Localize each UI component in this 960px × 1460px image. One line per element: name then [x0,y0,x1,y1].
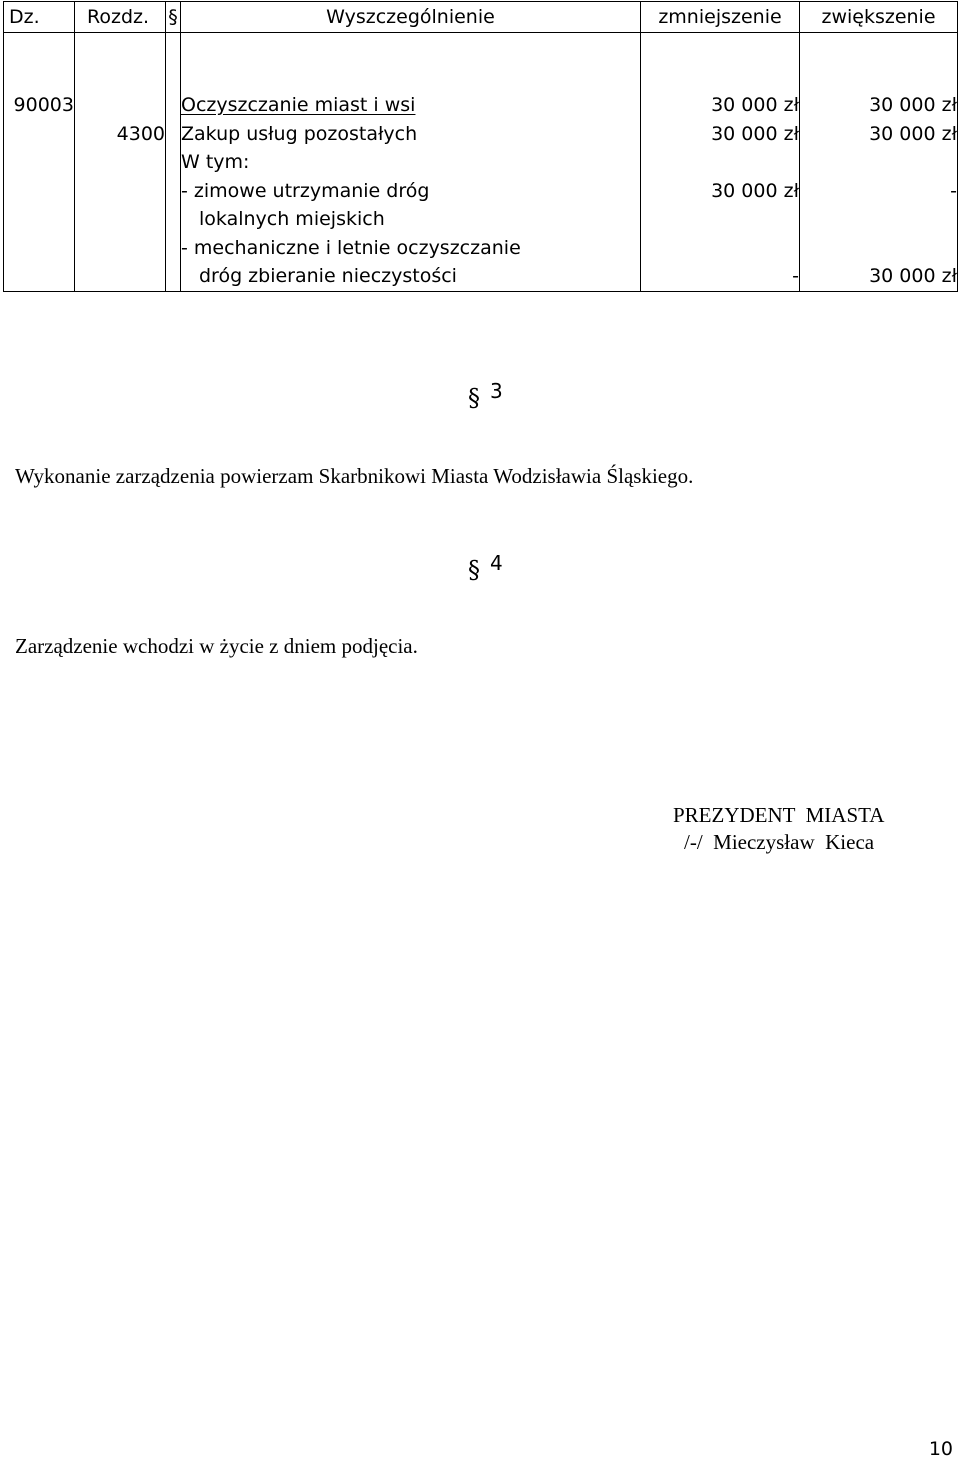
increase-value: 30 000 zł [869,94,957,116]
increase-value: 30 000 zł [869,265,957,287]
desc-line: Zakup usług pozostałych [181,122,418,145]
decrease-value: - [792,265,799,287]
header-rozdz: Rozdz. [75,2,166,33]
desc-line: lokalnych miejskich [199,208,385,230]
header-increase: zwiększenie [800,2,958,33]
desc-line: W tym: [181,151,250,173]
increase-value [800,148,957,177]
section-4-text: Zarządzenie wchodzi w życie z dniem podjęcia. [15,634,418,658]
decrease-value: 30 000 zł [711,122,799,145]
cell-decrease [641,33,800,292]
page-number: 10 [928,1438,953,1460]
increase-value [800,205,957,234]
desc-line: - zimowe utrzymanie dróg [181,179,430,202]
header-decrease: zmniejszenie [641,2,800,33]
increase-value: 30 000 zł [869,122,957,145]
signature-name: /-/ Mieczysław Kieca [684,830,875,854]
section-symbol: § [468,556,480,584]
decrease-value: 30 000 zł [711,94,799,116]
header-dz: Dz. [4,2,75,33]
desc-line-main: Oczyszczanie miast i wsi [181,94,416,116]
cell-description [181,33,641,292]
section-3-heading [468,376,503,412]
decrease-value [641,234,799,263]
section-3-text: Wykonanie zarządzenia powierzam Skarbnikowi Miasta Wodzisławia Śląskiego. [15,464,694,488]
budget-change-table [3,1,958,292]
desc-line: - mechaniczne i letnie oczyszczanie [181,236,521,259]
header-description: Wyszczególnienie [181,2,641,33]
section-number: 3 [490,379,503,403]
cell-dz [4,33,75,292]
section-symbol: § [468,384,480,412]
table-header-row [4,2,958,33]
decrease-value: 30 000 zł [711,179,799,202]
table-row [4,33,958,292]
dz-value: 90003 [13,94,74,116]
section-number: 4 [490,551,503,575]
desc-line: dróg zbieranie nieczystości [199,265,457,287]
cell-rozdz [75,33,166,292]
signature-title: PREZYDENT MIASTA [673,803,885,827]
increase-value: - [950,179,957,202]
decrease-value [641,205,799,234]
header-paragraph: § [166,2,181,33]
cell-increase [800,33,958,292]
cell-paragraph [166,33,181,292]
increase-value [800,234,957,263]
rozdz-value: 4300 [116,122,165,145]
section-4-heading [468,548,503,584]
decrease-value [641,148,799,177]
